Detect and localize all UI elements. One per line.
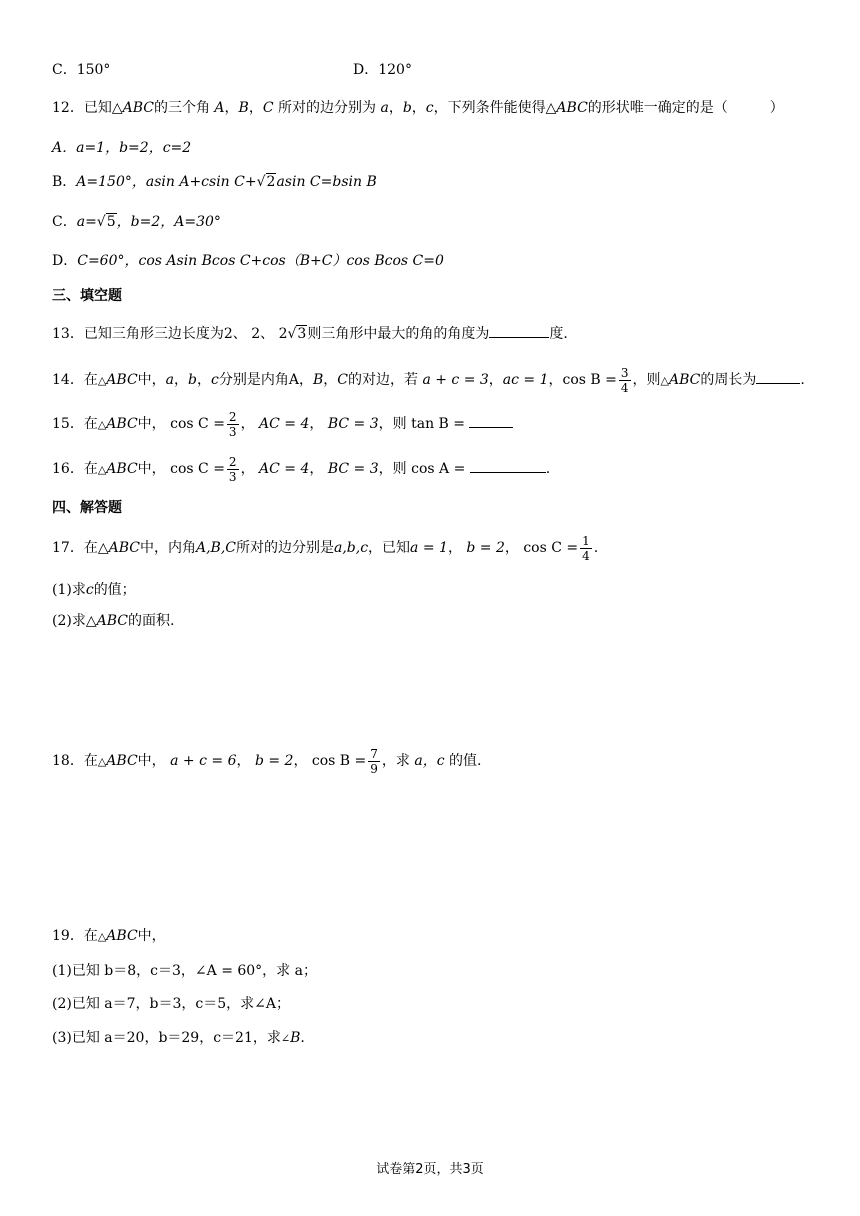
- q14-text: 14．在△ABC中，a，b，c分别是内角A，B，C的对边，若 a + c = 3，ac = 1，cos B = $\frac{3}{4}$ ，则△ABC的周长为 .: [52, 365, 805, 395]
- q12-option-a: A．a=1，b=2，c=2: [52, 140, 192, 156]
- q19-text: 19．在△ABC中，: [52, 928, 166, 944]
- q19-part-1: (1)已知 b＝8，c＝3，∠A = 60°，求 a；: [52, 963, 317, 979]
- q12-stem: 12．已知△ABC的三个角 A，B，C 所对的边分别为 a，b，c，下列条件能使得△ABC的形状唯一确定的是（ ）: [52, 100, 784, 116]
- q17-text: 17．在△ABC中，内角A,B,C所对的边分别是a,b,c，已知a = 1， b = 2， cos C = $\frac{1}{4}$ .: [52, 533, 599, 563]
- section-heading-fill-in: 三、填空题: [52, 288, 122, 304]
- q11-option-d: D．120°: [353, 62, 412, 78]
- sqrt-symbol: √2: [256, 174, 276, 190]
- q13-text: 13．已知三角形三边长度为2、 2、 2√3则三角形中最大的角的角度为 度.: [52, 323, 568, 344]
- q17-part-2: (2)求△ABC的面积.: [52, 613, 175, 629]
- q17-part-1: (1)求c的值；: [52, 582, 136, 598]
- section-heading-answer: 四、解答题: [52, 500, 122, 516]
- q12-option-c: C．a=√5，b=2，A=30°: [52, 214, 221, 230]
- q12-option-d: D．C=60°，cos Asin Bcos C+cos（B+C）cos Bcos C=0: [52, 253, 444, 269]
- q12-option-b: B．A=150°，asin A+csin C+√2asin C=bsin B: [52, 174, 377, 190]
- fraction: $\frac{3}{4}$: [620, 365, 629, 395]
- q19-part-3: (3)已知 a＝20，b＝29，c＝21，求∠B.: [52, 1030, 305, 1046]
- answer-blank: [489, 323, 549, 338]
- q11-option-c: C．150°: [52, 62, 111, 78]
- q19-part-2: (2)已知 a＝7，b＝3，c＝5，求∠A；: [52, 996, 290, 1012]
- answer-blank: [470, 458, 546, 473]
- page-footer: 试卷第2页，共3页: [376, 1162, 484, 1177]
- q18-text: 18．在△ABC中， a + c = 6， b = 2， cos B = $\frac{7}{9}$ ，求 a，c 的值.: [52, 746, 482, 776]
- q16-text: 16．在△ABC中， cos C = $\frac{2}{3}$ ， AC = 4， BC = 3，则 cos A = .: [52, 454, 551, 484]
- answer-blank: [756, 369, 800, 384]
- q15-text: 15．在△ABC中， cos C = $\frac{2}{3}$ ， AC = 4， BC = 3，则 tan B =: [52, 406, 513, 443]
- answer-blank: [469, 413, 513, 428]
